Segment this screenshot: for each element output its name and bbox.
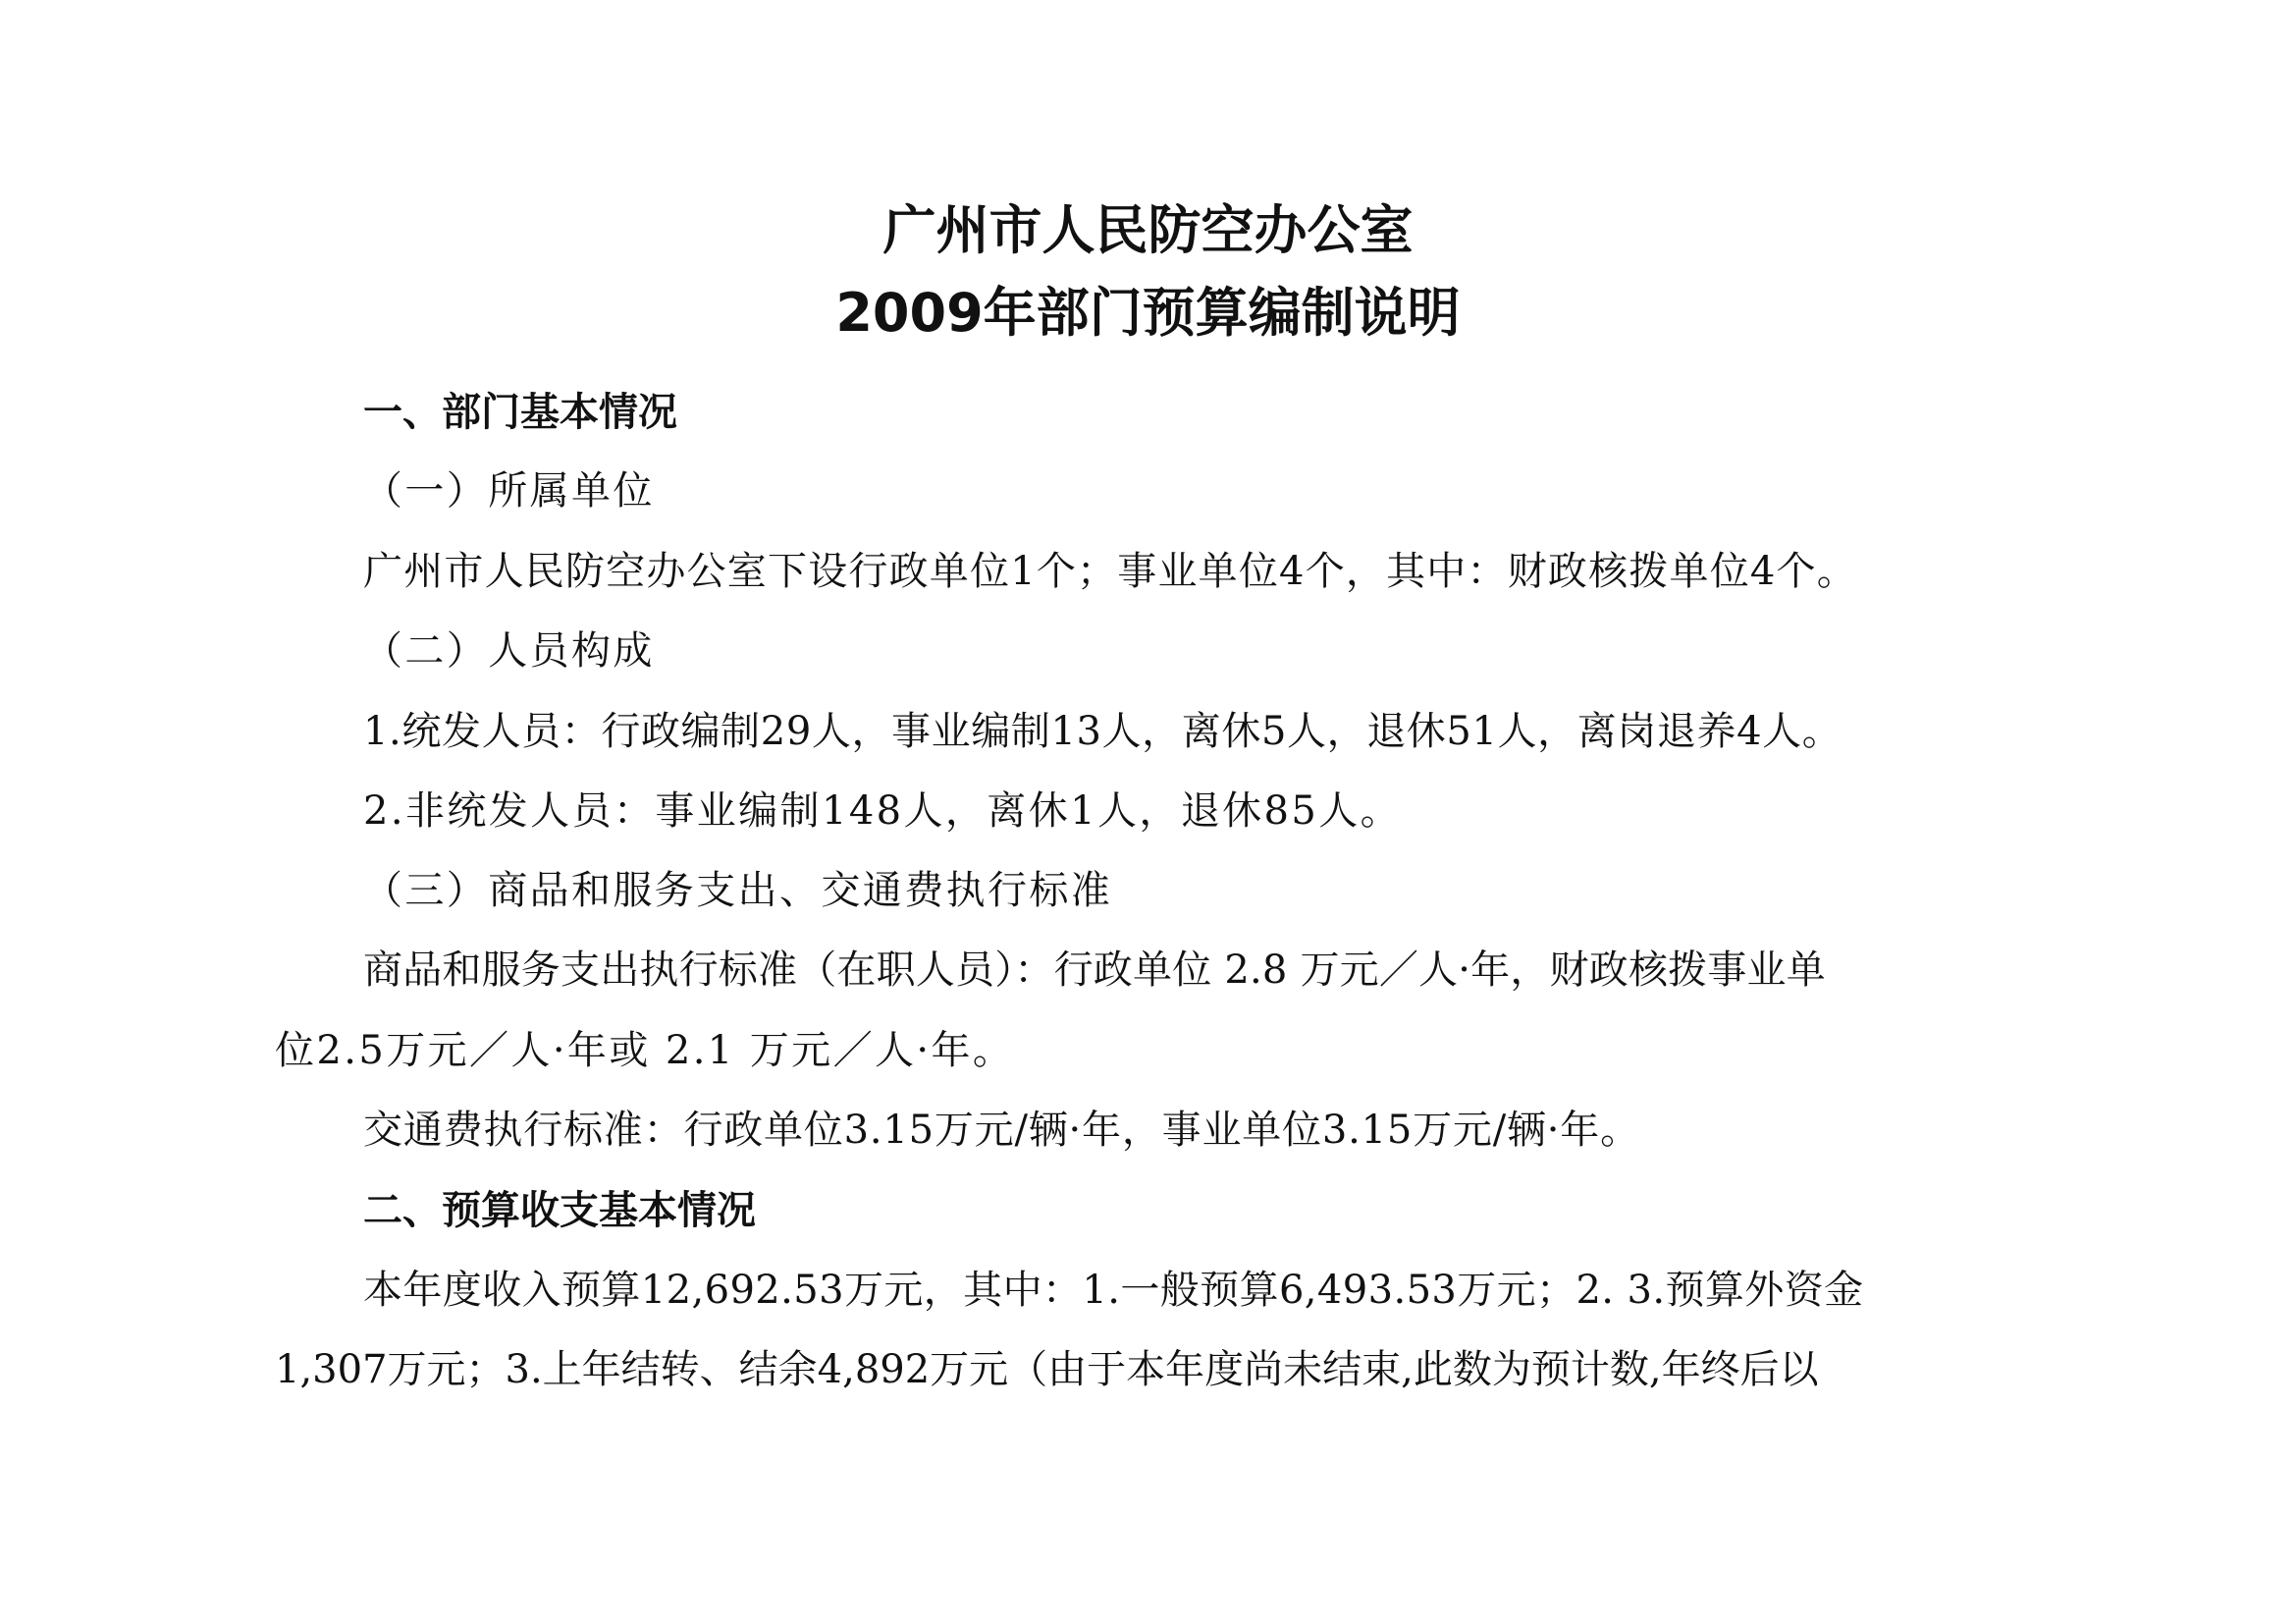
section-1-heading: 一、部门基本情况 (363, 390, 677, 435)
subsection-1-text: 广州市人民防空办公室下设行政单位1个；事业单位4个，其中：财政核拨单位4个。 (363, 549, 1857, 594)
document-title-line-1: 广州市人民防空办公室 (882, 199, 1414, 261)
subsection-1-heading: （一）所属单位 (363, 468, 655, 514)
budget-paragraph-line-2: 1,307万元；3.上年结转、结余4,892万元（由于本年度尚未结束,此数为预计数,年终后以 (275, 1347, 1819, 1392)
document-title-line-2: 2009年部门预算编制说明 (835, 282, 1461, 344)
section-2-heading: 二、预算收支基本情况 (363, 1188, 756, 1233)
personnel-item-2: 2.非统发人员：事业编制148人，离休1人，退休85人。 (363, 788, 1403, 834)
personnel-item-1: 1.统发人员：行政编制29人，事业编制13人，离休5人，退休51人，离岗退养4人。 (363, 709, 1842, 754)
transport-standard-text: 交通费执行标准：行政单位3.15万元/辆·年，事业单位3.15万元/辆·年。 (363, 1108, 1640, 1153)
goods-services-standard-line-2: 位2.5万元／人·年或 2.1 万元／人·年。 (275, 1028, 1015, 1073)
goods-services-standard-line-1: 商品和服务支出执行标准（在职人员）：行政单位 2.8 万元／人·年，财政核拨事业单 (363, 947, 1826, 993)
subsection-2-heading: （二）人员构成 (363, 628, 655, 674)
subsection-3-heading: （三）商品和服务支出、交通费执行标准 (363, 868, 1113, 913)
budget-paragraph-line-1: 本年度收入预算12,692.53万元，其中：1.一般预算6,493.53万元；2. 3.预算外资金 (363, 1268, 1864, 1313)
